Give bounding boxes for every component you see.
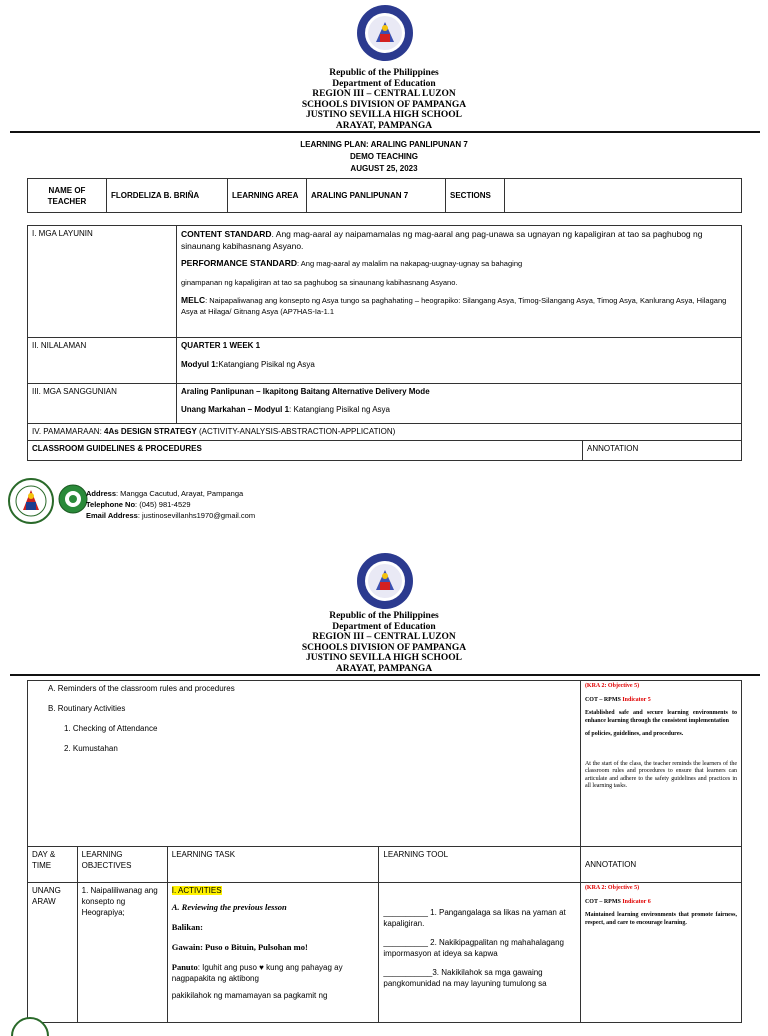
ann2-indicator: Indicator 6 bbox=[622, 898, 651, 905]
gawain-label: Gawain: Puso o Bituin, Pulsohan mo! bbox=[171, 942, 308, 952]
ann2-kra: (KRA 2: Objective 5) bbox=[584, 885, 640, 891]
balikan-label: Balikan bbox=[171, 922, 201, 932]
plan-date: AUGUST 25, 2023 bbox=[350, 164, 418, 173]
plan-subtitle: DEMO TEACHING bbox=[350, 152, 418, 161]
melc-text: : Naipapaliwanag ang konsepto ng Asya tungo sa paghahating – heograpiko: Silangang Asya, Timog-Silangang Asya, Timog Asya, Kanlurang Asya, Hilagang Asya at Hilaga/ Gitnang Asya (AP7HAS-Ia-1.1 bbox=[181, 296, 727, 316]
header-line: ARAYAT, PAMPANGA bbox=[335, 663, 433, 674]
header-divider bbox=[10, 674, 760, 676]
tool-item-2: __________ 2. Nakikipagpalitan ng mahahalagang impormasyon at ideya sa kapwa bbox=[383, 938, 564, 958]
tool-item-3: ___________3. Nakikilahok sa mga gawaing pangkomunidad na may layuning tumulong sa bbox=[383, 968, 547, 988]
header-line: JUSTINO SEVILLA HIGH SCHOOL bbox=[305, 653, 462, 663]
sanggunian-content bbox=[177, 384, 742, 424]
panuto-text-2: pakikilahok ng mamamayan sa pagkamit ng bbox=[171, 991, 328, 1000]
ann1-indicator: Indicator 5 bbox=[622, 696, 651, 703]
routine-cell bbox=[28, 681, 581, 847]
header-line: SCHOOLS DIVISION OF PAMPANGA bbox=[301, 99, 467, 110]
school-header bbox=[0, 611, 768, 674]
ann1-cot: COT – RPMS bbox=[584, 696, 623, 703]
address-label: Address bbox=[86, 489, 117, 498]
header-line: Department of Education bbox=[332, 621, 436, 632]
day-cell: UNANG ARAW bbox=[28, 883, 78, 1023]
ann1-desc-2: of policies, guidelines, and procedures. bbox=[584, 731, 684, 737]
header-divider bbox=[10, 131, 760, 133]
annotation-cell-1 bbox=[580, 681, 741, 847]
col-day: DAY & TIME bbox=[28, 847, 78, 883]
sanggunian-line-2-bold: Unang Markahan – Modyul 1 bbox=[181, 405, 290, 414]
panuto-text: : Iguhit ang puso ♥ kung ang pahayag ay nagpapakita ng aktibong bbox=[171, 963, 343, 983]
guidelines-label: CLASSROOM GUIDELINES & PROCEDURES bbox=[28, 441, 583, 461]
phone-label: Telephone No bbox=[86, 500, 136, 509]
footer-contact bbox=[86, 488, 255, 521]
plan-title: LEARNING PLAN: ARALING PANLIPUNAN 7 bbox=[300, 140, 468, 149]
objective-cell: 1. Naipaliliwanag ang konsepto ng Heograpiya; bbox=[77, 883, 167, 1023]
sanggunian-line-1: Araling Panlipunan – Ikapitong Baitang Alternative Delivery Mode bbox=[181, 387, 430, 396]
content-standard-text: . Ang mag-aaral ay naipamamalas ng mag-aaral ang pag-unawa sa ugnayan ng kapaligiran at tao sa paghubog ng sinaunang kabihasnang Asyano. bbox=[181, 229, 703, 251]
task-cell: I. ACTIVITIES A. Reviewing the previous lesson Balikan: Gawain: Puso o Bituin, Pulsohan mo! Panuto: Iguhit ang puso ♥ kung ang pahayag ay nagpapakita ng aktibong pakikilahok ng mamamayan sa pagkamit ng bbox=[167, 883, 379, 1023]
col-task: LEARNING TASK bbox=[167, 847, 379, 883]
header-line: Republic of the Philippines bbox=[329, 68, 439, 78]
school-logo-icon bbox=[8, 478, 54, 524]
address-value: : Mangga Cacutud, Arayat, Pampanga bbox=[116, 489, 244, 498]
pamamaraan-label: IV. PAMAMARAAN: bbox=[32, 427, 105, 436]
header-line: REGION III – CENTRAL LUZON bbox=[312, 632, 456, 642]
school-header bbox=[0, 68, 768, 131]
sanggunian-label: III. MGA SANGGUNIAN bbox=[28, 384, 177, 424]
name-label: NAME OF TEACHER bbox=[28, 179, 107, 213]
col-tool: LEARNING TOOL bbox=[379, 847, 581, 883]
ann1-kra: (KRA 2: Objective 5) bbox=[584, 683, 640, 689]
col-annotation: ANNOTATION bbox=[580, 847, 741, 883]
phone-value: : (045) 981-4529 bbox=[135, 500, 191, 509]
col-objectives: LEARNING OBJECTIVES bbox=[77, 847, 167, 883]
modyul-label: Modyul 1: bbox=[181, 360, 219, 369]
header-line: ARAYAT, PAMPANGA bbox=[335, 120, 433, 131]
activities-heading: I. ACTIVITIES bbox=[171, 886, 222, 895]
page-footer bbox=[8, 476, 408, 536]
performance-standard-text-2: ginampanan ng kapaligiran at tao sa paghubog sa sinaunang kabihasnang Asyano. bbox=[181, 278, 458, 287]
tool-cell bbox=[379, 883, 581, 1023]
routine-a: A. Reminders of the classroom rules and procedures bbox=[48, 684, 235, 693]
header-line: Republic of the Philippines bbox=[329, 611, 439, 621]
layunin-label: I. MGA LAYUNIN bbox=[28, 226, 177, 338]
plan-title-block bbox=[0, 139, 768, 175]
sections-value bbox=[505, 179, 742, 213]
layunin-content bbox=[177, 226, 742, 338]
annotation-label: ANNOTATION bbox=[583, 441, 742, 461]
area-value: ARALING PANLIPUNAN 7 bbox=[307, 179, 446, 213]
email-value: : justinosevillanhs1970@gmail.com bbox=[137, 511, 256, 520]
sanggunian-line-2-text: : Katangiang Pisikal ng Asya bbox=[289, 405, 390, 414]
melc-label: MELC bbox=[181, 295, 206, 305]
header-line: JUSTINO SEVILLA HIGH SCHOOL bbox=[305, 110, 462, 120]
annotation-cell-2 bbox=[580, 883, 741, 1023]
teacher-info-table bbox=[27, 178, 742, 213]
name-value: FLORDELIZA B. BRIÑA bbox=[107, 179, 228, 213]
sections-label: SECTIONS bbox=[446, 179, 505, 213]
header-line: SCHOOLS DIVISION OF PAMPANGA bbox=[301, 642, 467, 653]
header-line: REGION III – CENTRAL LUZON bbox=[312, 89, 456, 99]
performance-standard-label: PERFORMANCE STANDARD bbox=[181, 258, 298, 268]
routine-b: B. Routinary Activities bbox=[48, 704, 126, 713]
pamamaraan-strategy: 4As DESIGN STRATEGY bbox=[104, 427, 197, 436]
nilalaman-label: II. NILALAMAN bbox=[28, 338, 177, 384]
pamamaraan-text: (ACTIVITY-ANALYSIS-ABSTRACTION-APPLICATION) bbox=[196, 427, 396, 436]
deped-seal-icon bbox=[356, 552, 414, 610]
school-secondary-logo-icon bbox=[58, 484, 88, 514]
ann1-note: At the start of the class, the teacher reminds the learners of the classroom rules and procedures to ensure that learners can articulate and adhere to the safety guidelines and practices in all learning tasks. bbox=[584, 760, 737, 789]
ann1-desc: Established safe and secure learning environments to enhance learning through the consistent implementation bbox=[584, 710, 737, 724]
nilalaman-content bbox=[177, 338, 742, 384]
content-standard-label: CONTENT STANDARD bbox=[181, 229, 272, 239]
deped-seal-icon bbox=[356, 4, 414, 62]
procedures-table bbox=[27, 680, 742, 1023]
tool-item-1: __________ 1. Pangangalaga sa likas na yaman at kapaligiran. bbox=[383, 908, 566, 928]
performance-standard-text: : Ang mag-aaral ay malalim na nakapag-uugnay-ugnay sa bahaging bbox=[297, 259, 523, 268]
pamamaraan-row bbox=[28, 424, 742, 441]
panuto-label: Panuto bbox=[171, 962, 198, 972]
area-label: LEARNING AREA bbox=[228, 179, 307, 213]
task-a: A. Reviewing the previous lesson bbox=[171, 902, 287, 912]
routine-item-1: 1. Checking of Attendance bbox=[64, 724, 158, 733]
quarter-label: QUARTER 1 WEEK 1 bbox=[181, 341, 261, 350]
ann2-desc: Maintained learning environments that promote fairness, respect, and care to encourage learning. bbox=[584, 912, 737, 926]
school-logo-partial-icon bbox=[10, 1016, 50, 1036]
ann2-cot: COT – RPMS bbox=[584, 898, 623, 905]
modyul-text: Katangiang Pisikal ng Asya bbox=[218, 360, 315, 369]
header-line: Department of Education bbox=[332, 78, 436, 89]
lesson-plan-table bbox=[27, 225, 742, 461]
routine-item-2: 2. Kumustahan bbox=[64, 744, 118, 753]
email-label: Email Address bbox=[86, 511, 138, 520]
